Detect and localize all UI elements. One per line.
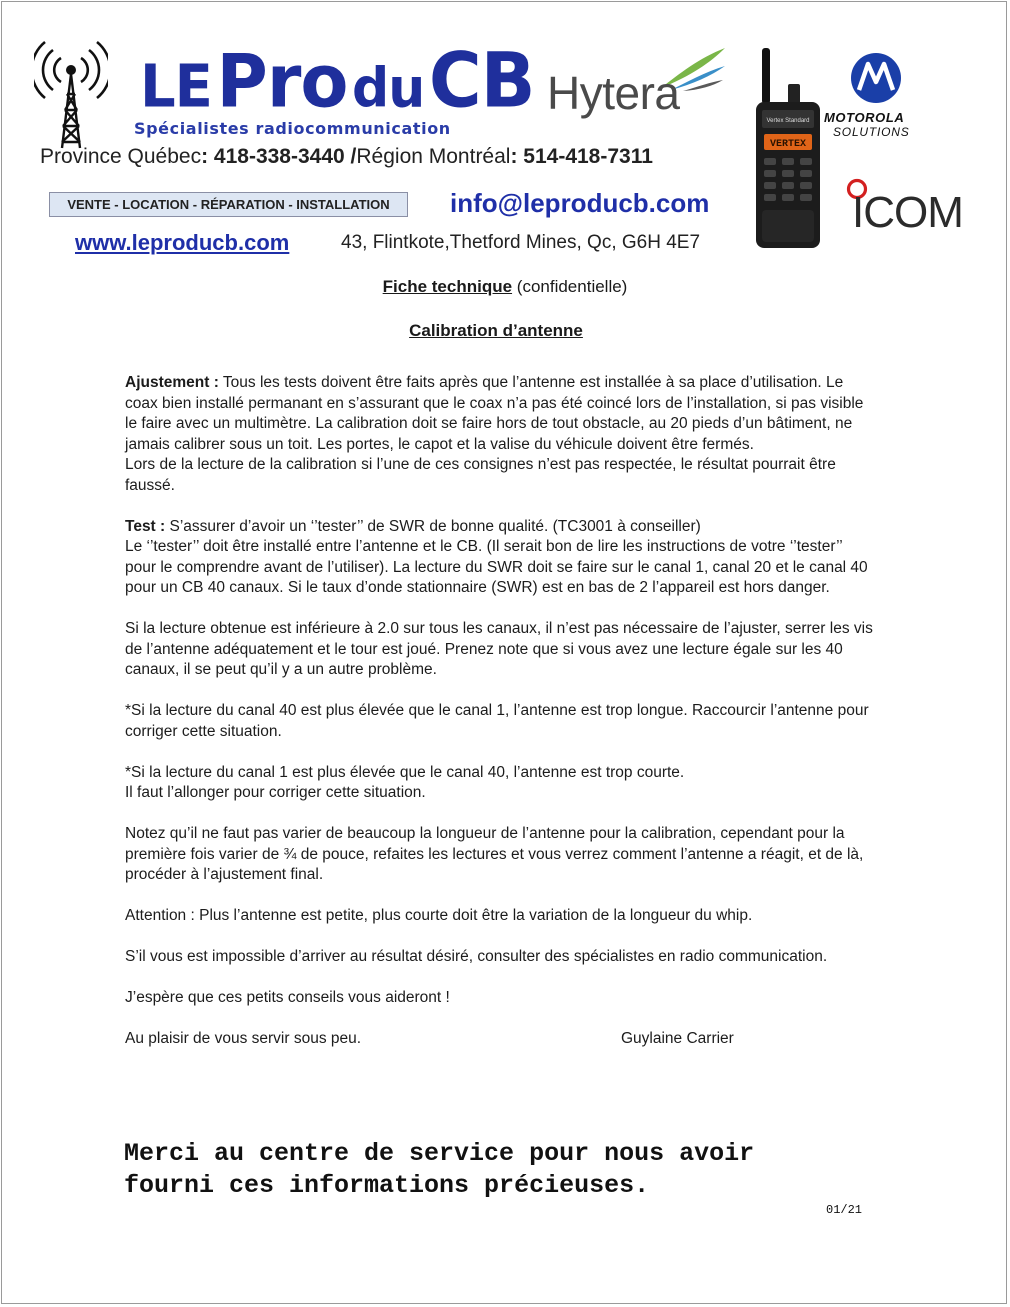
phone-number-province[interactable]: : 418-338-3440 /	[201, 145, 357, 168]
brand-pro: Pro	[216, 38, 348, 125]
document-title-main: Fiche technique	[382, 277, 513, 296]
signoff-signature: Guylaine Carrier	[621, 1030, 734, 1047]
radio-tower-icon	[34, 38, 108, 150]
radio-display-text: VERTEX	[769, 139, 807, 150]
test-text: S’assurer d’avoir un ‘’tester’’ de SWR de bonne qualité. (TC3001 à conseiller) Le ‘’tester’’ doit être installé entre l’antenne et le CB. (Il serait bon de lire les instructions de votre ‘’tester’’ pour le comprendre avant de l’utiliser). La lecture du SWR doit se faire sur le canal 1, canal 20 et le canal 40 pour un CB 40 canaux. Si le taux d’onde stationnaire (SWR) est en bas de 2 l’appareil est hors danger.	[125, 517, 868, 596]
page-number: 01/21	[826, 1203, 863, 1217]
brand-le: LE	[140, 52, 212, 122]
ajustement-label: Ajustement :	[125, 374, 219, 391]
brand-logo-text	[140, 36, 535, 124]
paragraph-ajustement	[125, 373, 875, 496]
brand-tagline: Spécialistes radiocommunication	[134, 119, 451, 138]
motorola-wordmark: MOTOROLA	[824, 110, 905, 125]
paragraph-attention: Attention : Plus l’antenne est petite, plus courte doit être la variation de la longueur du whip.	[125, 907, 753, 924]
document-subtitle: Calibration d’antenne	[409, 321, 583, 340]
motorola-logo-icon	[850, 52, 902, 104]
email-link[interactable]: info@leproducb.com	[450, 188, 710, 218]
paragraph-impossible: S’il vous est impossible d’arriver au résultat désiré, consulter des spécialistes en radio communication.	[125, 948, 828, 965]
hytera-logo	[547, 44, 725, 118]
brand-cb: CB	[428, 36, 535, 125]
walkie-talkie-icon	[752, 46, 824, 250]
services-banner: VENTE - LOCATION - RÉPARATION - INSTALLATION	[49, 192, 408, 217]
paragraph-antenne-longue: *Si la lecture du canal 40 est plus élevée que le canal 1, l’antenne est trop longue. Raccourcir l’antenne pour corriger cette situation.	[125, 702, 869, 740]
paragraph-notez: Notez qu’il ne faut pas varier de beaucoup la longueur de l’antenne pour la calibration, cependant pour la première fois varier de ¾ de pouce, refaites les lectures et vous verrez comment l’antenne a réagit, et de là, procéder à l’ajustement final.	[125, 825, 864, 883]
thanks-message: Merci au centre de service pour nous avoir fourni ces informations précieuses.	[124, 1139, 755, 1200]
paragraph-lecture: Si la lecture obtenue est inférieure à 2.0 sur tous les canaux, il n’est pas nécessaire de l’ajuster, serrer les vis de l’antenne adéquatement et le tour est joué. Prenez note que si vous avez une lecture égale sur les 40 canaux, il se peut qu’il y a un autre problème.	[125, 620, 873, 678]
radio-brand-label: Vertex Standard	[766, 118, 810, 124]
icom-wordmark: ICOM	[852, 188, 963, 237]
phone-label-montreal: Région Montréal	[356, 145, 511, 168]
document-body	[125, 373, 875, 1050]
ajustement-text: Tous les tests doivent être faits après que l’antenne est installée à sa place d’utilisation. Le coax bien installé permanant en s’assurant que le coax n’a pas été coincé lors de l’installation, si pas visible le faire avec un multimètre. La calibration doit se faire hors de tout obstacle, au 20 pieds d’un bâtiment, ne jamais calibrer sous un toit. Les portes, le capot et la valise du véhicule doivent être fermés. Lors de la lecture de la calibration si l’une de ces consignes n’est pas respectée, le résultat pourrait être faussé.	[125, 374, 864, 494]
phone-line	[40, 145, 653, 169]
phone-number-montreal[interactable]: : 514-418-7311	[510, 145, 653, 168]
signoff-line	[125, 1029, 875, 1050]
paragraph-antenne-courte: *Si la lecture du canal 1 est plus élevée que le canal 40, l’antenne est trop courte. Il faut l’allonger pour corriger cette situation.	[125, 763, 685, 801]
website-link[interactable]: www.leproducb.com	[75, 230, 290, 255]
document-title	[0, 277, 1010, 297]
signoff-greeting: Au plaisir de vous servir sous peu.	[125, 1030, 362, 1047]
paragraph-espere: J’espère que ces petits conseils vous aideront !	[125, 989, 450, 1006]
address-text: 43, Flintkote,Thetford Mines, Qc, G6H 4E7	[341, 232, 701, 253]
document-title-note: (confidentielle)	[512, 277, 628, 296]
brand-du: du	[352, 57, 425, 120]
phone-label-province: Province Québec	[40, 145, 202, 168]
test-label: Test :	[125, 517, 166, 535]
paragraph-test	[125, 517, 875, 599]
motorola-solutions-text: SOLUTIONS	[833, 125, 910, 139]
hytera-wordmark: Hytera	[547, 67, 680, 119]
